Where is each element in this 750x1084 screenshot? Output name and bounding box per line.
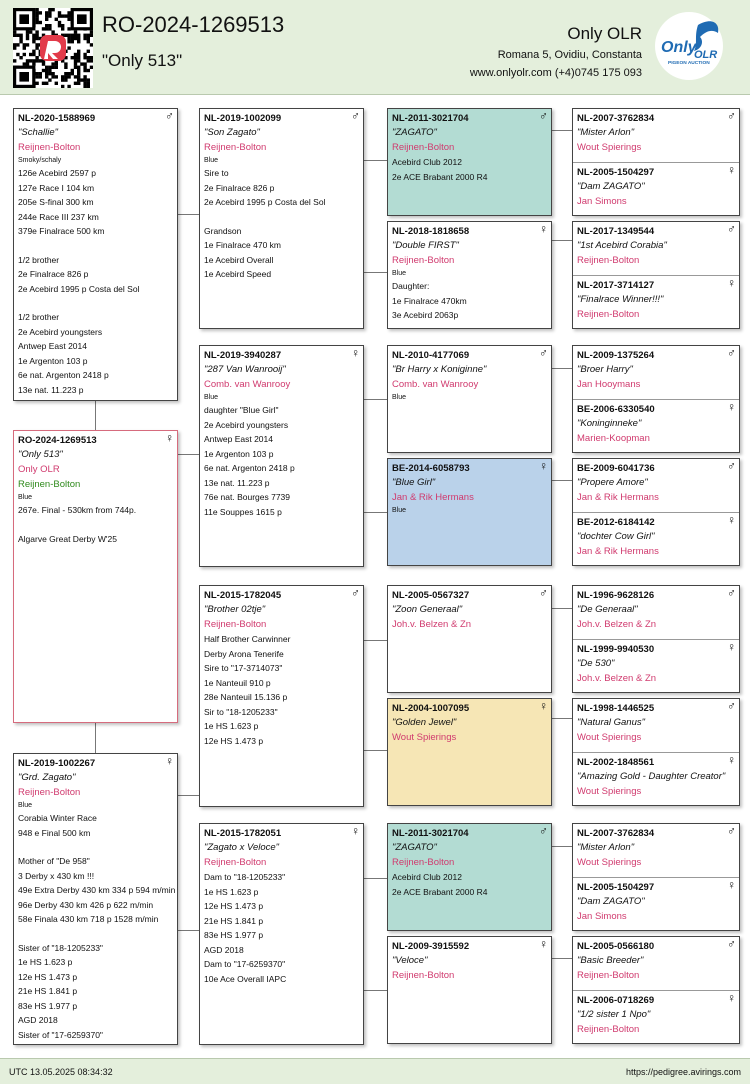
- result-line: 96e Derby 430 km 426 p 622 m/min: [18, 899, 154, 910]
- result-line: 2e Acebird 1995 p Costa del Sol: [18, 283, 140, 294]
- breeder-name: Wout Spierings: [577, 786, 642, 797]
- connector-line: [364, 512, 387, 513]
- venus-icon: ♀: [727, 753, 736, 767]
- result-line: Sire to: [204, 168, 229, 178]
- breeder-name: Reijnen-Bolton: [392, 142, 455, 153]
- result-line: Antwep East 2014: [204, 434, 273, 444]
- great-great-grandparents-card: [572, 698, 740, 806]
- result-line: 1e Finalrace 470km: [392, 295, 467, 306]
- ancestor-entry[interactable]: [573, 639, 739, 692]
- connector-line: [552, 480, 572, 481]
- venus-icon: ♀: [165, 754, 174, 768]
- breeder-name: Reijnen-Bolton: [18, 787, 81, 798]
- ancestor-entry[interactable]: [573, 877, 739, 930]
- ancestor-entry[interactable]: [573, 275, 739, 328]
- result-line: 1e HS 1.623 p: [204, 886, 259, 897]
- result-line: Derby Arona Tenerife: [204, 648, 284, 659]
- pigeon-name: "Son Zagato": [204, 127, 260, 138]
- result-line: 205e S-final 300 km: [18, 197, 94, 207]
- ring-number: NL-2017-1349544: [577, 226, 655, 237]
- great-grandparent-card[interactable]: [387, 221, 552, 329]
- logo-sub: PIGEON AUCTION: [668, 61, 710, 66]
- breeder-name: Jan Simons: [577, 196, 627, 207]
- pigeon-name: "Br Harry x Koniginne": [392, 364, 487, 375]
- grandparent-card[interactable]: [199, 585, 364, 807]
- ancestor-entry[interactable]: [573, 586, 739, 639]
- breeder-name: Reijnen-Bolton: [18, 142, 81, 153]
- ancestor-entry[interactable]: [573, 346, 739, 399]
- connector-line: [552, 846, 572, 847]
- ring-number: NL-2011-3021704: [392, 828, 469, 839]
- connector-line: [364, 640, 387, 641]
- result-line: Corabia Winter Race: [18, 813, 97, 823]
- result-line: Dam to "17-6259370": [204, 959, 286, 969]
- ring-number: NL-2011-3021704: [392, 113, 469, 124]
- result-line: 1e Nanteuil 910 p: [204, 677, 271, 688]
- mars-icon: ♂: [539, 346, 548, 360]
- venus-icon: ♀: [727, 991, 736, 1005]
- connector-line: [364, 272, 387, 273]
- result-line: Sister of "17-6259370": [18, 1029, 103, 1040]
- ring-number: RO-2024-1269513: [18, 435, 97, 446]
- mars-icon: ♂: [539, 824, 548, 838]
- pigeon-name: "Mister Arlon": [577, 127, 635, 138]
- pigeon-name: "Amazing Gold - Daughter Creator": [577, 771, 726, 782]
- great-grandparent-card[interactable]: [387, 585, 552, 693]
- connector-line: [178, 795, 199, 796]
- ring-number: NL-2002-1848561: [577, 757, 655, 768]
- venus-icon: ♀: [727, 400, 736, 414]
- connector-line: [364, 878, 387, 879]
- great-grandparent-card[interactable]: [387, 458, 552, 566]
- pigeon-name: "Dam ZAGATO": [577, 181, 645, 192]
- result-line: 13e nat. 11.223 p: [204, 477, 270, 488]
- breeder-name: Reijnen-Bolton: [577, 309, 640, 320]
- ring-number: BE-2014-6058793: [392, 463, 470, 474]
- ring-number: NL-2010-4177069: [392, 350, 470, 361]
- breeder-name: Reijnen-Bolton: [577, 970, 640, 981]
- breeder-name: Jan & Rik Hermans: [392, 492, 474, 503]
- mars-icon: ♂: [727, 459, 736, 473]
- sire-card[interactable]: [13, 108, 178, 401]
- result-line: 3e Acebird 2063p: [392, 310, 459, 320]
- result-line: 1e Finalrace 470 km: [204, 240, 282, 250]
- connector-line: [552, 718, 572, 719]
- breeder-name: Jan Hooymans: [577, 379, 641, 390]
- great-great-grandparents-card: [572, 585, 740, 693]
- mars-icon: ♂: [727, 109, 736, 123]
- great-grandparent-card[interactable]: [387, 108, 552, 216]
- great-grandparent-card[interactable]: [387, 698, 552, 806]
- ring-number: NL-2019-1002267: [18, 758, 96, 769]
- mars-icon: ♂: [727, 699, 736, 713]
- great-great-grandparents-card: [572, 221, 740, 329]
- result-line: 1e Argenton 103 p: [18, 355, 88, 366]
- breeder-name: Reijnen-Bolton: [392, 857, 455, 868]
- result-line: 6e nat. Argenton 2418 p: [204, 463, 295, 473]
- pigeon-name: "Zagato x Veloce": [204, 842, 280, 853]
- great-grandparent-card[interactable]: [387, 345, 552, 453]
- result-line: 1e Acebird Speed: [204, 269, 272, 279]
- result-line: 3 Derby x 430 km !!!: [18, 870, 95, 881]
- venus-icon: ♀: [165, 431, 174, 445]
- result-line: 1/2 brother: [18, 254, 60, 265]
- pigeon-name: "Dam ZAGATO": [577, 896, 645, 907]
- color: Blue: [204, 394, 219, 401]
- mars-icon: ♂: [727, 937, 736, 951]
- pigeon-name: "Basic Breeder": [577, 955, 644, 966]
- result-line: 1e Acebird Overall: [204, 254, 274, 265]
- ancestor-entry[interactable]: [573, 399, 739, 452]
- venus-icon: ♀: [727, 276, 736, 290]
- result-line: 21e HS 1.841 p: [204, 915, 264, 926]
- connector-line: [178, 214, 199, 215]
- great-great-grandparents-card: [572, 823, 740, 931]
- venus-icon: ♀: [351, 824, 360, 838]
- result-line: Mother of "De 958": [18, 856, 90, 866]
- ring-number: NL-2005-0566180: [577, 941, 655, 952]
- result-line: 11e Souppes 1615 p: [204, 506, 282, 517]
- ring-number: BE-2012-6184142: [577, 517, 655, 528]
- result-line: 76e nat. Bourges 7739: [204, 492, 291, 502]
- subject-name: "Only 513": [102, 51, 183, 70]
- ancestor-entry[interactable]: [573, 459, 739, 512]
- venus-icon: ♀: [539, 699, 548, 713]
- ring-number: NL-2020-1588969: [18, 113, 96, 124]
- breeder-name: Reijnen-Bolton: [204, 857, 267, 868]
- breeder-name: Wout Spierings: [392, 732, 457, 743]
- result-line: Sister of "18-1205233": [18, 942, 103, 953]
- connector-line: [95, 401, 96, 430]
- ring-number: NL-1996-9628126: [577, 590, 655, 601]
- pigeon-name: "Finalrace Winner!!!": [577, 294, 664, 305]
- mars-icon: ♂: [351, 586, 360, 600]
- great-grandparent-card[interactable]: [387, 823, 552, 931]
- mars-icon: ♂: [539, 586, 548, 600]
- breeder-name: Comb. van Wanrooy: [392, 379, 479, 390]
- result-line: 1/2 brother: [18, 312, 60, 322]
- pigeon-name: "Golden Jewel": [392, 717, 457, 728]
- breeder-name: Joh.v. Belzen & Zn: [392, 619, 472, 630]
- ring-number: NL-2019-3940287: [204, 350, 282, 361]
- pigeon-name: "Koninginneke": [577, 418, 642, 429]
- mars-icon: ♂: [727, 586, 736, 600]
- ancestor-entry[interactable]: [573, 990, 739, 1043]
- ring-number: NL-1999-9940530: [577, 644, 655, 655]
- result-line: Half Brother Carwinner: [204, 634, 291, 644]
- result-line: 83e HS 1.977 p: [204, 930, 264, 940]
- ancestor-entry[interactable]: [573, 699, 739, 752]
- result-line: 2e Acebird youngsters: [18, 326, 103, 337]
- result-line: daughter "Blue Girl": [204, 405, 279, 415]
- connector-line: [95, 723, 96, 753]
- connector-line: [552, 368, 572, 369]
- ring-number: NL-2018-1818658: [392, 226, 470, 237]
- owner-name: Only OLR: [567, 24, 642, 43]
- result-line: 12e HS 1.473 p: [18, 971, 78, 982]
- result-line: AGD 2018: [18, 1015, 58, 1025]
- ancestor-entry[interactable]: [573, 752, 739, 805]
- breeder-name: Reijnen-Bolton: [392, 255, 455, 266]
- mars-icon: ♂: [727, 222, 736, 236]
- connector-line: [552, 130, 572, 131]
- pigeon-name: "Propere Amore": [577, 477, 648, 488]
- pigeon-name: "De 530": [577, 658, 615, 669]
- result-line: 2e Finalrace 826 p: [204, 182, 275, 193]
- breeder-name: Jan & Rik Hermans: [577, 492, 659, 503]
- breeder-name: Reijnen-Bolton: [392, 970, 455, 981]
- color: Smoky/schaly: [18, 157, 62, 164]
- timestamp: UTC 13.05.2025 08:34:32: [9, 1067, 113, 1077]
- venus-icon: ♀: [351, 346, 360, 360]
- ring-number: NL-2005-1504297: [577, 882, 655, 893]
- breeder-name: Joh.v. Belzen & Zn: [577, 619, 657, 630]
- pigeon-name: "Only 513": [18, 449, 63, 460]
- grandparent-card[interactable]: [199, 108, 364, 329]
- venus-icon: ♀: [727, 878, 736, 892]
- ring-number: NL-2009-3915592: [392, 941, 470, 952]
- connector-line: [552, 958, 572, 959]
- result-line: 1e HS 1.623 p: [18, 957, 73, 967]
- ring-number: NL-1998-1446525: [577, 703, 655, 714]
- result-line: 267e. Final - 530km from 744p.: [18, 505, 137, 515]
- pigeon-name: "Grd. Zagato": [18, 772, 76, 783]
- ring-number: BE-2009-6041736: [577, 463, 655, 474]
- ring-number: NL-2004-1007095: [392, 703, 470, 714]
- result-line: 2e Acebird 1995 p Costa del Sol: [204, 197, 326, 207]
- result-line: 28e Nanteuil 15.136 p: [204, 692, 288, 702]
- pigeon-name: "Schallie": [18, 127, 59, 138]
- ring-number: NL-2007-3762834: [577, 828, 655, 839]
- breeder-name: Reijnen-Bolton: [204, 142, 267, 153]
- ancestor-entry[interactable]: [573, 162, 739, 215]
- qr-code-icon: [13, 8, 93, 88]
- great-great-grandparents-card: [572, 345, 740, 453]
- breeder-name: Reijnen-Bolton: [577, 255, 640, 266]
- pigeon-name: "Zoon Generaal": [392, 604, 463, 615]
- connector-line: [364, 399, 387, 400]
- ancestor-entry[interactable]: [573, 824, 739, 877]
- ring-number: NL-2005-1504297: [577, 167, 655, 178]
- pigeon-name: "Blue Girl": [392, 477, 436, 488]
- pedigree-footer: [0, 1058, 750, 1084]
- pigeon-name: "1/2 sister 1 Npo": [577, 1009, 651, 1020]
- result-line: Acebird Club 2012: [392, 157, 462, 167]
- great-great-grandparents-card: [572, 458, 740, 566]
- result-line: AGD 2018: [204, 944, 244, 955]
- ring-number: NL-2019-1002099: [204, 113, 282, 124]
- ring-number: NL-2009-1375264: [577, 350, 655, 361]
- venus-icon: ♀: [539, 222, 548, 236]
- breeder-name: Comb. van Wanrooy: [204, 379, 291, 390]
- pigeon-name: "Brother 02tje": [204, 604, 266, 615]
- result-line: 127e Race I 104 km: [18, 182, 95, 193]
- venus-icon: ♀: [727, 163, 736, 177]
- pigeon-name: "Double FIRST": [392, 240, 459, 251]
- pigeon-name: "Veloce": [392, 955, 428, 966]
- result-line: Sire to "17-3714073": [204, 663, 283, 673]
- ring-number: NL-2005-0567327: [392, 590, 470, 601]
- logo-word2: OLR: [694, 49, 718, 61]
- color: Blue: [392, 394, 407, 401]
- result-line: 379e Finalrace 500 km: [18, 226, 105, 236]
- venus-icon: ♀: [539, 937, 548, 951]
- great-grandparent-card[interactable]: [387, 936, 552, 1044]
- breeder-name: Wout Spierings: [577, 857, 642, 868]
- result-line: 12e HS 1.473 p: [204, 901, 264, 911]
- connector-line: [178, 454, 199, 455]
- owner-address: Romana 5, Ovidiu, Constanta: [497, 49, 642, 61]
- ring-number: NL-2015-1782051: [204, 828, 282, 839]
- result-line: Grandson: [204, 225, 242, 236]
- result-line: 12e HS 1.473 p: [204, 735, 264, 746]
- owner-name: Only OLR: [18, 464, 60, 475]
- result-line: 10e Ace Overall IAPC: [204, 973, 287, 984]
- result-line: Daughter:: [392, 281, 430, 291]
- subject-ring-number: RO-2024-1269513: [102, 12, 285, 37]
- result-line: 13e nat. 11.223 p: [18, 384, 84, 395]
- pigeon-name: "1st Acebird Corabia": [577, 240, 667, 251]
- breeder-name: Jan & Rik Hermans: [577, 546, 659, 557]
- pigeon-name: "dochter Cow Girl": [577, 531, 655, 542]
- result-line: 2e ACE Brabant 2000 R4: [392, 886, 488, 897]
- connector-line: [178, 930, 199, 931]
- result-line: Acebird Club 2012: [392, 872, 462, 882]
- mars-icon: ♂: [727, 824, 736, 838]
- breeder-name: Reijnen-Bolton: [577, 1024, 640, 1035]
- grandparent-card[interactable]: [199, 823, 364, 1045]
- result-line: 244e Race III 237 km: [18, 211, 99, 222]
- connector-line: [552, 608, 572, 609]
- mars-icon: ♂: [351, 109, 360, 123]
- breeder-name: Joh.v. Belzen & Zn: [577, 673, 657, 684]
- connector-line: [364, 750, 387, 751]
- ring-number: NL-2006-0718269: [577, 995, 655, 1006]
- pigeon-name: "Natural Ganus": [577, 717, 645, 728]
- venus-icon: ♀: [539, 459, 548, 473]
- pigeon-name: "ZAGATO": [392, 127, 437, 138]
- color: Blue: [392, 507, 407, 514]
- result-line: 58e Finala 430 km 718 p 1528 m/min: [18, 914, 159, 924]
- ancestor-entry[interactable]: [573, 222, 739, 275]
- mars-icon: ♂: [727, 346, 736, 360]
- color: Blue: [204, 157, 219, 164]
- color: Blue: [18, 802, 33, 809]
- grandparent-card[interactable]: [199, 345, 364, 567]
- great-great-grandparents-card: [572, 108, 740, 216]
- pigeon-name: "287 Van Wanrooij": [204, 364, 286, 375]
- result-line: 1e HS 1.623 p: [204, 721, 259, 731]
- ancestor-entry[interactable]: [573, 937, 739, 990]
- ring-number: NL-2015-1782045: [204, 590, 282, 601]
- breeder-name: Reijnen-Bolton: [204, 619, 267, 630]
- result-line: 6e nat. Argenton 2418 p: [18, 370, 109, 380]
- pigeon-name: "De Generaal": [577, 604, 638, 615]
- dam-card[interactable]: [13, 753, 178, 1045]
- result-line: 126e Acebird 2597 p: [18, 168, 96, 178]
- venus-icon: ♀: [727, 513, 736, 527]
- result-line: 1e Argenton 103 p: [204, 448, 274, 459]
- pigeon-name: "ZAGATO": [392, 842, 437, 853]
- logo-word: Only: [661, 39, 697, 56]
- result-line: 2e Finalrace 826 p: [18, 269, 89, 279]
- result-line: 2e Acebird youngsters: [204, 419, 289, 430]
- result-line: Algarve Great Derby W'25: [18, 533, 117, 544]
- ring-number: NL-2007-3762834: [577, 113, 655, 124]
- ring-number: BE-2006-6330540: [577, 404, 655, 415]
- result-line: 21e HS 1.841 p: [18, 986, 78, 996]
- great-great-grandparents-card: [572, 936, 740, 1044]
- ancestor-entry[interactable]: [573, 512, 739, 565]
- venus-icon: ♀: [727, 640, 736, 654]
- ancestor-entry[interactable]: [573, 109, 739, 162]
- color: Blue: [392, 270, 407, 277]
- source-url[interactable]: https://pedigree.avirings.com: [625, 1067, 741, 1077]
- connector-line: [364, 160, 387, 161]
- pedigree-header: [0, 0, 750, 95]
- breeder-name: Wout Spierings: [577, 732, 642, 743]
- mars-icon: ♂: [165, 109, 174, 123]
- result-line: Sir to "18-1205233": [204, 706, 278, 717]
- connector-line: [364, 990, 387, 991]
- breeder-name: Reijnen-Bolton: [18, 479, 81, 490]
- connector-line: [552, 240, 572, 241]
- breeder-name: Jan Simons: [577, 911, 627, 922]
- breeder-name: Marien-Koopman: [577, 433, 650, 444]
- breeder-name: Wout Spierings: [577, 142, 642, 153]
- mars-icon: ♂: [539, 109, 548, 123]
- pigeon-name: "Broer Harry": [577, 364, 633, 375]
- subject-card[interactable]: [13, 430, 178, 723]
- result-line: 83e HS 1.977 p: [18, 1000, 78, 1011]
- pigeon-name: "Mister Arlon": [577, 842, 635, 853]
- result-line: 2e ACE Brabant 2000 R4: [392, 171, 488, 182]
- ring-number: NL-2017-3714127: [577, 280, 655, 291]
- color: Blue: [18, 494, 33, 501]
- result-line: 49e Extra Derby 430 km 334 p 594 m/min: [18, 885, 176, 895]
- result-line: 948 e Final 500 km: [18, 827, 91, 838]
- olr-bird-logo: [654, 11, 724, 81]
- result-line: Antwep East 2014: [18, 341, 87, 351]
- owner-contact: www.onlyolr.com (+4)0745 175 093: [469, 67, 642, 79]
- result-line: Dam to "18-1205233": [204, 872, 286, 882]
